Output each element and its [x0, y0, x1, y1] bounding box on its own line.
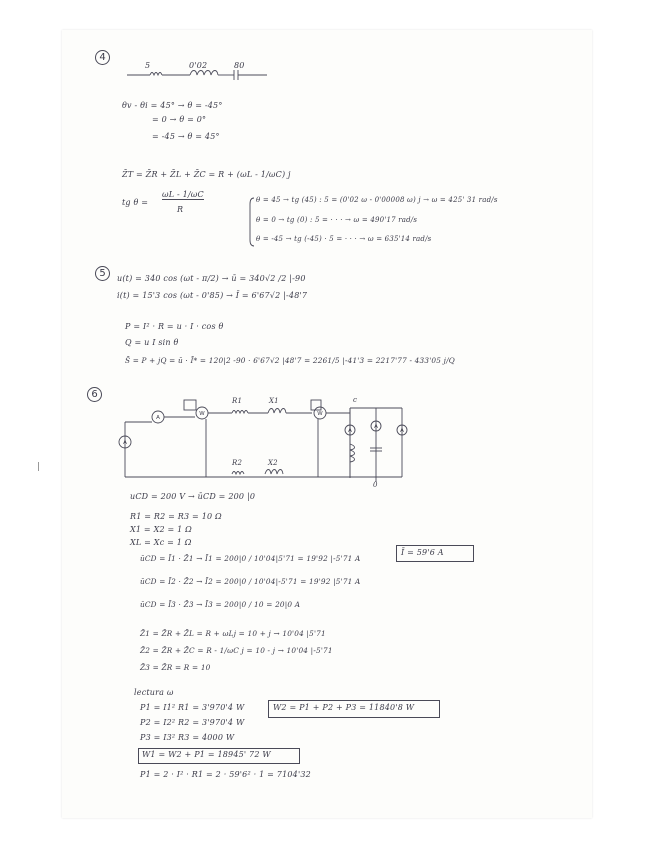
- p6-impedance-2: Z̄2 = Z̄R + Z̄C = R - 1/ωC j = 10 - j → 10'04 |-5'71: [140, 646, 333, 655]
- p6-node-c: c: [353, 396, 358, 404]
- circuit-label-c: 80: [234, 61, 245, 70]
- p6-xl-xc: XL = Xc = 1 Ω: [130, 538, 192, 547]
- p5-power-s: S̄ = P + jQ = ū · Ī* = 120|2 -90 · 6'67√2 |48'7 = 2261/5 |-41'3 = 2217'77 - 433'05 j/Q: [125, 356, 455, 365]
- p5-power-q: Q = u I sin θ: [125, 338, 179, 347]
- p6-final-line: P1 = 2 · I² · R1 = 2 · 59'6² · 1 = 7104'32: [140, 770, 311, 779]
- problem-number-5: 5: [95, 266, 110, 281]
- p4-tg-denominator: R: [177, 205, 184, 214]
- svg-text:W: W: [199, 411, 205, 417]
- p6-reading-1: P1 = I1² R1 = 3'970'4 W: [140, 703, 245, 712]
- margin-mark: [38, 462, 39, 471]
- p6-w2-result: W2 = P1 + P2 + P3 = 11840'8 W: [273, 703, 415, 712]
- p4-case-1: θ = 45 → tg (45) : 5 = (0'02 ω - 0'00008 ω) j → ω = 425' 31 rad/s: [256, 196, 498, 204]
- p6-impedance-1: Z̄1 = Z̄R + Z̄L = R + ωLj = 10 + j → 10'04 |5'71: [140, 629, 326, 638]
- p6-voltage: uCD = 200 V → ūCD = 200 |0: [130, 492, 256, 501]
- p6-reactances: X1 = X2 = 1 Ω: [130, 525, 193, 534]
- p4-phase-line-3: = -45 → θ = 45°: [152, 132, 220, 141]
- circuit-label-r: 5: [145, 61, 151, 70]
- p4-phase-line-2: = 0 → θ = 0°: [152, 115, 207, 124]
- p6-label-x1: X1: [269, 397, 279, 405]
- p6-w1-result: W1 = W2 + P1 = 18945' 72 W: [142, 750, 271, 759]
- p4-case-2: θ = 0 → tg (0) : 5 = · · · → ω = 490'17 rad/s: [256, 216, 418, 224]
- p4-tg-lhs: tg θ =: [122, 198, 149, 207]
- p6-label-x2: X2: [268, 459, 278, 467]
- problem-number-4: 4: [95, 50, 110, 65]
- p5-power-p: P = I² · R = u · I · cos θ: [125, 322, 224, 331]
- p6-current-3: ūCD = Ī3 · Z̄3 → Ī3 = 200|0 / 10 = 20|0 A: [140, 600, 301, 609]
- p6-label-r1: R1: [232, 397, 243, 405]
- scanned-page: [62, 30, 592, 818]
- p4-phase-line-1: θv - θi = 45° → θ = -45°: [122, 101, 223, 110]
- p6-reading-3: P3 = I3² R3 = 4000 W: [140, 733, 235, 742]
- p6-label-r2: R2: [232, 459, 243, 467]
- p5-current: i(t) = 15'3 cos (ωt - 0'85) → Ī = 6'67√2 |-48'7: [117, 291, 308, 300]
- p5-voltage: u(t) = 340 cos (ωt - π/2) → ū = 340√2 /2 |-90: [117, 274, 306, 283]
- svg-text:A: A: [156, 415, 160, 421]
- p6-impedance-3: Z̄3 = Z̄R = R = 10: [140, 663, 211, 672]
- p6-node-o: 0: [373, 481, 378, 489]
- p6-resistances: R1 = R2 = R3 = 10 Ω: [130, 512, 222, 521]
- svg-text:A: A: [400, 428, 404, 434]
- problem-number-6: 6: [87, 387, 102, 402]
- p6-current-1: ūCD = Ī1 · Z̄1 → Ī1 = 200|0 / 10'04|5'71 = 19'92 |-5'71 A: [140, 554, 361, 563]
- p4-case-3: θ = -45 → tg (-45) · 5 = · · · → ω = 635'14 rad/s: [256, 235, 432, 243]
- p6-reading-title: lectura ω: [134, 688, 174, 697]
- svg-text:A: A: [348, 428, 352, 434]
- p6-total-current: Ī = 59'6 A: [401, 548, 444, 557]
- circuit-label-l: 0'02: [189, 61, 208, 70]
- p4-tg-numerator: ωL - 1/ωC: [162, 190, 204, 199]
- p6-current-2: ūCD = Ī2 · Z̄2 → Ī2 = 200|0 / 10'04|-5'71 = 19'92 |5'71 A: [140, 577, 361, 586]
- svg-text:A: A: [123, 440, 127, 446]
- svg-text:A: A: [374, 424, 378, 430]
- p6-reading-2: P2 = I2² R2 = 3'970'4 W: [140, 718, 245, 727]
- p4-impedance-equation: Z̄T = Z̄R + Z̄L + Z̄C = R + (ωL - 1/ωC) j: [122, 170, 291, 179]
- svg-text:W: W: [317, 411, 323, 417]
